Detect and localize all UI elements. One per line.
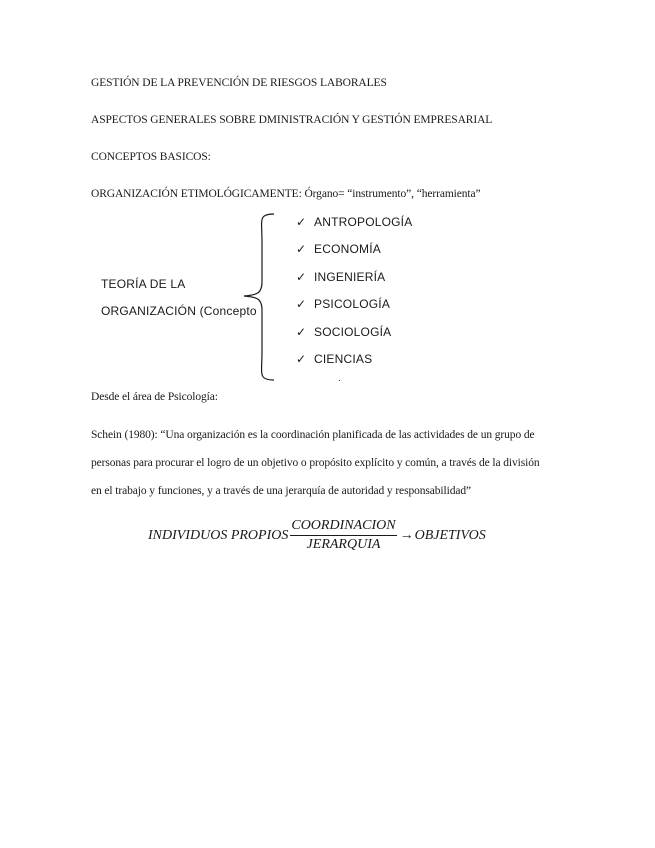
stray-mark: . [338, 373, 341, 384]
list-item-label: INGENIERÍA [314, 269, 386, 284]
check-icon: ✓ [296, 242, 307, 257]
formula-denominator: JERARQUIA [306, 537, 381, 552]
list-item [296, 351, 412, 378]
check-icon: ✓ [296, 351, 307, 366]
list-item [296, 269, 412, 296]
diagram-left-label-2: ORGANIZACIÓN (Concepto [101, 304, 257, 318]
etymology-line: ORGANIZACIÓN ETIMOLÓGICAMENTE: Órgano= “instrumento”, “herramienta” [91, 188, 481, 200]
list-item [296, 241, 412, 268]
list-item-label: PSICOLOGÍA [314, 297, 391, 312]
formula-left: INDIVIDUOS PROPIOS [148, 527, 289, 543]
list-item [296, 324, 412, 351]
list-item-label: ECONOMÍA [314, 242, 381, 257]
formula [148, 518, 486, 553]
diagram-left-label-1: TEORÍA DE LA [101, 277, 186, 291]
quote-line-2: personas para procurar el logro de un objetivo o propósito explícito y común, a través de la división [91, 457, 540, 469]
check-icon: ✓ [296, 215, 307, 229]
concepts-heading: CONCEPTOS BASICOS: [91, 151, 211, 163]
formula-right: OBJETIVOS [414, 527, 486, 543]
psychology-intro: Desde el área de Psicología: [91, 391, 218, 403]
list-item-label: SOCIOLOGÍA [314, 324, 392, 339]
quote-line-3: en el trabajo y funciones, y a través de una jerarquía de autoridad y responsabilidad” [91, 485, 472, 497]
arrow-icon: → [399, 527, 414, 543]
quote-line-1: Schein (1980): “Una organización es la coordinación planificada de las actividades de un grupo de [91, 429, 535, 441]
list-item [296, 214, 412, 241]
curly-brace [240, 212, 280, 384]
discipline-list [296, 214, 412, 378]
list-item-label: ANTROPOLOGÍA [314, 215, 413, 229]
list-item [296, 296, 412, 323]
heading-line: GESTIÓN DE LA PREVENCIÓN DE RIESGOS LABORALES [91, 77, 387, 89]
formula-fraction [290, 518, 396, 553]
list-item-label: CIENCIAS [314, 351, 373, 366]
check-icon: ✓ [296, 269, 307, 284]
formula-numerator: COORDINACION [290, 518, 396, 536]
check-icon: ✓ [296, 324, 307, 339]
subheading-line: ASPECTOS GENERALES SOBRE DMINISTRACIÓN Y GESTIÓN EMPRESARIAL [91, 114, 493, 126]
check-icon: ✓ [296, 297, 307, 312]
